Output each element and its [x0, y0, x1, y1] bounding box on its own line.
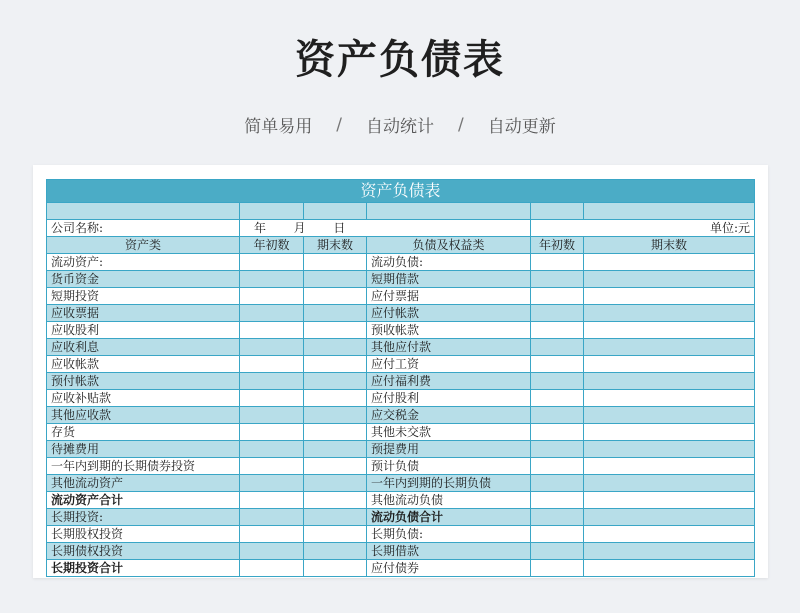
table-row — [47, 390, 755, 407]
asset-item-cell[interactable]: 其他应收款 — [47, 407, 240, 424]
info-row — [47, 220, 755, 237]
asset-closing-cell[interactable] — [304, 475, 367, 492]
asset-closing-cell[interactable] — [304, 305, 367, 322]
liability-opening-cell[interactable] — [531, 356, 584, 373]
liability-closing-cell[interactable] — [584, 492, 755, 509]
cell[interactable] — [304, 203, 367, 220]
liability-closing-cell[interactable] — [584, 441, 755, 458]
asset-item-cell[interactable]: 应收帐款 — [47, 356, 240, 373]
liability-item-cell[interactable]: 长期借款 — [367, 543, 531, 560]
table-row — [47, 288, 755, 305]
asset-opening-cell[interactable] — [240, 526, 304, 543]
asset-item-cell[interactable]: 长期投资: — [47, 509, 240, 526]
asset-opening-cell[interactable] — [240, 441, 304, 458]
liability-item-cell[interactable]: 其他未交款 — [367, 424, 531, 441]
liability-closing-cell[interactable] — [584, 526, 755, 543]
asset-item-cell[interactable]: 存货 — [47, 424, 240, 441]
date-field[interactable] — [240, 220, 531, 237]
asset-closing-cell[interactable] — [304, 271, 367, 288]
asset-item-cell[interactable]: 长期债权投资 — [47, 543, 240, 560]
asset-opening-cell[interactable] — [240, 407, 304, 424]
table-row — [47, 271, 755, 288]
subtitle-item-auto-stats: 自动统计 — [366, 117, 434, 137]
liability-opening-cell[interactable] — [531, 407, 584, 424]
liability-closing-cell[interactable] — [584, 458, 755, 475]
liability-item-cell[interactable]: 应付债券 — [367, 560, 531, 577]
column-header-liabilities[interactable]: 负债及权益类 — [367, 237, 531, 254]
asset-closing-cell[interactable] — [304, 373, 367, 390]
table-row — [47, 458, 755, 475]
subtitle-separator: / — [336, 114, 342, 135]
table-row — [47, 254, 755, 271]
liability-item-cell[interactable]: 流动负债合计 — [367, 509, 531, 526]
column-header-asset-opening[interactable]: 年初数 — [240, 237, 304, 254]
liability-closing-cell[interactable] — [584, 322, 755, 339]
asset-opening-cell[interactable] — [240, 509, 304, 526]
column-header-liability-closing[interactable]: 期末数 — [584, 237, 755, 254]
asset-closing-cell[interactable] — [304, 356, 367, 373]
asset-closing-cell[interactable] — [304, 288, 367, 305]
table-row — [47, 322, 755, 339]
table-row — [47, 543, 755, 560]
asset-item-cell[interactable]: 短期投资 — [47, 288, 240, 305]
blank-row — [47, 203, 755, 220]
asset-closing-cell[interactable] — [304, 322, 367, 339]
liability-item-cell[interactable]: 预收帐款 — [367, 322, 531, 339]
liability-closing-cell[interactable] — [584, 254, 755, 271]
liability-closing-cell[interactable] — [584, 424, 755, 441]
asset-closing-cell[interactable] — [304, 509, 367, 526]
column-header-assets[interactable]: 资产类 — [47, 237, 240, 254]
liability-closing-cell[interactable] — [584, 390, 755, 407]
table-row — [47, 475, 755, 492]
asset-opening-cell[interactable] — [240, 390, 304, 407]
unit-label[interactable]: 单位:元 — [531, 220, 755, 237]
asset-item-cell[interactable]: 一年内到期的长期债券投资 — [47, 458, 240, 475]
asset-closing-cell[interactable] — [304, 458, 367, 475]
balance-sheet-table — [46, 179, 755, 577]
liability-opening-cell[interactable] — [531, 492, 584, 509]
liability-opening-cell[interactable] — [531, 526, 584, 543]
liability-opening-cell[interactable] — [531, 509, 584, 526]
cell[interactable] — [584, 203, 755, 220]
subtitle-item-auto-update: 自动更新 — [487, 117, 556, 137]
asset-closing-cell[interactable] — [304, 441, 367, 458]
date-month-label: 月 — [293, 221, 306, 235]
liability-closing-cell[interactable] — [584, 305, 755, 322]
liability-closing-cell[interactable] — [584, 373, 755, 390]
asset-opening-cell[interactable] — [240, 458, 304, 475]
asset-opening-cell[interactable] — [240, 424, 304, 441]
asset-opening-cell[interactable] — [240, 492, 304, 509]
asset-item-cell[interactable]: 预付帐款 — [47, 373, 240, 390]
company-name-label[interactable]: 公司名称: — [47, 220, 240, 237]
sheet-title[interactable]: 资产负债表 — [47, 180, 755, 203]
liability-item-cell[interactable]: 其他应付款 — [367, 339, 531, 356]
column-header-asset-closing[interactable]: 期末数 — [304, 237, 367, 254]
asset-closing-cell[interactable] — [304, 424, 367, 441]
column-header-liability-opening[interactable]: 年初数 — [531, 237, 584, 254]
asset-item-cell[interactable]: 应收利息 — [47, 339, 240, 356]
asset-closing-cell[interactable] — [304, 526, 367, 543]
asset-item-cell[interactable]: 长期投资合计 — [47, 560, 240, 577]
asset-item-cell[interactable]: 长期股权投资 — [47, 526, 240, 543]
liability-opening-cell[interactable] — [531, 390, 584, 407]
asset-item-cell[interactable]: 流动资产: — [47, 254, 240, 271]
liability-opening-cell[interactable] — [531, 475, 584, 492]
asset-item-cell[interactable]: 流动资产合计 — [47, 492, 240, 509]
asset-opening-cell[interactable] — [240, 305, 304, 322]
table-row — [47, 509, 755, 526]
asset-opening-cell[interactable] — [240, 322, 304, 339]
asset-closing-cell[interactable] — [304, 560, 367, 577]
asset-closing-cell[interactable] — [304, 254, 367, 271]
spreadsheet-card — [33, 165, 768, 578]
liability-opening-cell[interactable] — [531, 254, 584, 271]
asset-closing-cell[interactable] — [304, 492, 367, 509]
liability-item-cell[interactable]: 预提费用 — [367, 441, 531, 458]
subtitle-bar — [0, 112, 800, 137]
liability-item-cell[interactable]: 其他流动负债 — [367, 492, 531, 509]
asset-item-cell[interactable]: 其他流动资产 — [47, 475, 240, 492]
table-row — [47, 407, 755, 424]
liability-closing-cell[interactable] — [584, 271, 755, 288]
liability-closing-cell[interactable] — [584, 339, 755, 356]
liability-opening-cell[interactable] — [531, 288, 584, 305]
liability-closing-cell[interactable] — [584, 543, 755, 560]
cell[interactable] — [367, 203, 531, 220]
asset-item-cell[interactable]: 应收补贴款 — [47, 390, 240, 407]
asset-closing-cell[interactable] — [304, 407, 367, 424]
table-row — [47, 339, 755, 356]
liability-item-cell[interactable]: 应交税金 — [367, 407, 531, 424]
liability-opening-cell[interactable] — [531, 305, 584, 322]
asset-opening-cell[interactable] — [240, 271, 304, 288]
liability-opening-cell[interactable] — [531, 424, 584, 441]
asset-opening-cell[interactable] — [240, 475, 304, 492]
liability-item-cell[interactable]: 流动负债: — [367, 254, 531, 271]
liability-opening-cell[interactable] — [531, 560, 584, 577]
table-row — [47, 373, 755, 390]
liability-opening-cell[interactable] — [531, 271, 584, 288]
liability-closing-cell[interactable] — [584, 509, 755, 526]
table-row — [47, 492, 755, 509]
liability-closing-cell[interactable] — [584, 356, 755, 373]
liability-item-cell[interactable]: 预计负债 — [367, 458, 531, 475]
liability-item-cell[interactable]: 长期负债: — [367, 526, 531, 543]
table-row — [47, 356, 755, 373]
table-row — [47, 526, 755, 543]
column-header-row — [47, 237, 755, 254]
asset-opening-cell[interactable] — [240, 373, 304, 390]
asset-opening-cell[interactable] — [240, 288, 304, 305]
asset-item-cell[interactable]: 应收票据 — [47, 305, 240, 322]
asset-item-cell[interactable]: 待摊费用 — [47, 441, 240, 458]
subtitle-item-easy: 简单易用 — [244, 117, 313, 137]
liability-opening-cell[interactable] — [531, 322, 584, 339]
table-row — [47, 560, 755, 577]
asset-opening-cell[interactable] — [240, 560, 304, 577]
asset-item-cell[interactable]: 货币资金 — [47, 271, 240, 288]
table-row — [47, 305, 755, 322]
subtitle-separator: / — [458, 114, 464, 135]
asset-opening-cell[interactable] — [240, 339, 304, 356]
liability-item-cell[interactable]: 应付福利费 — [367, 373, 531, 390]
liability-opening-cell[interactable] — [531, 339, 584, 356]
liability-closing-cell[interactable] — [584, 560, 755, 577]
liability-opening-cell[interactable] — [531, 458, 584, 475]
liability-opening-cell[interactable] — [531, 543, 584, 560]
asset-closing-cell[interactable] — [304, 339, 367, 356]
liability-opening-cell[interactable] — [531, 441, 584, 458]
liability-closing-cell[interactable] — [584, 288, 755, 305]
liability-item-cell[interactable]: 短期借款 — [367, 271, 531, 288]
liability-item-cell[interactable]: 应付帐款 — [367, 305, 531, 322]
liability-item-cell[interactable]: 应付股利 — [367, 390, 531, 407]
liability-closing-cell[interactable] — [584, 407, 755, 424]
asset-item-cell[interactable]: 应收股利 — [47, 322, 240, 339]
cell[interactable] — [531, 203, 584, 220]
liability-opening-cell[interactable] — [531, 373, 584, 390]
liability-item-cell[interactable]: 应付票据 — [367, 288, 531, 305]
liability-item-cell[interactable]: 应付工资 — [367, 356, 531, 373]
date-day-label: 日 — [333, 221, 346, 235]
cell[interactable] — [240, 203, 304, 220]
asset-opening-cell[interactable] — [240, 543, 304, 560]
liability-closing-cell[interactable] — [584, 475, 755, 492]
asset-opening-cell[interactable] — [240, 254, 304, 271]
asset-opening-cell[interactable] — [240, 356, 304, 373]
liability-item-cell[interactable]: 一年内到期的长期负债 — [367, 475, 531, 492]
asset-closing-cell[interactable] — [304, 543, 367, 560]
asset-closing-cell[interactable] — [304, 390, 367, 407]
page-title: 资产负债表 — [295, 37, 505, 83]
table-row — [47, 441, 755, 458]
table-row — [47, 424, 755, 441]
date-year-label: 年 — [254, 221, 267, 235]
sheet-title-row — [47, 180, 755, 203]
cell[interactable] — [47, 203, 240, 220]
